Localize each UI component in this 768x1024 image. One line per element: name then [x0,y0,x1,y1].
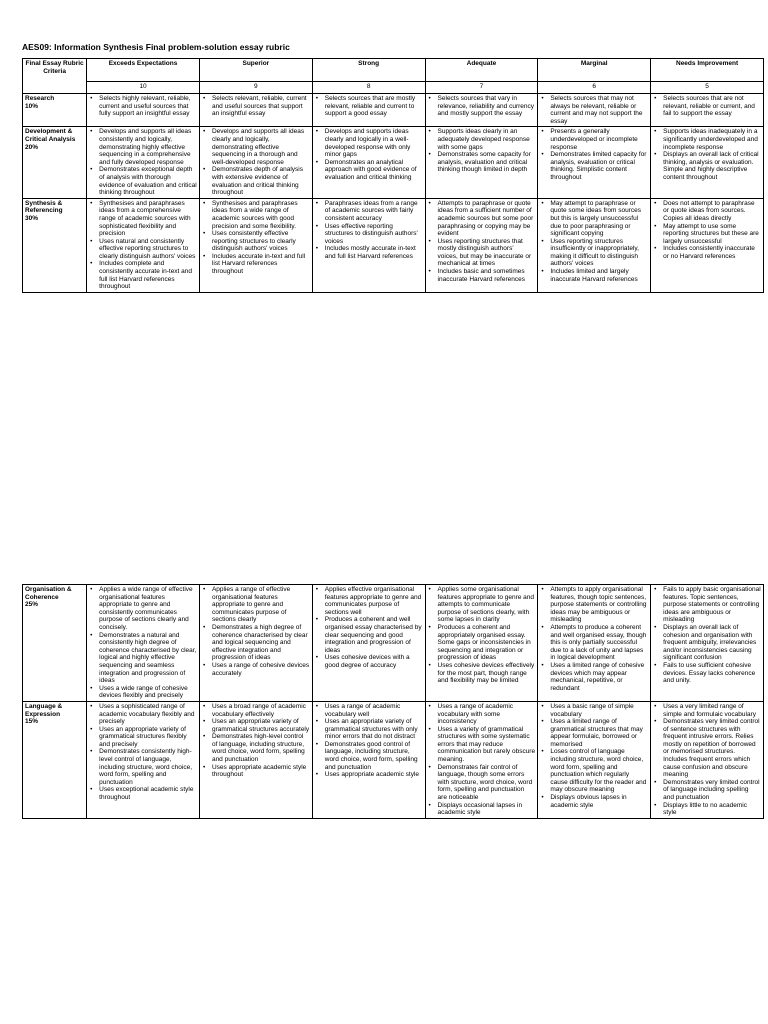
descriptor-item: • Displays occasional lapses in academic style [438,802,536,817]
descriptor-list [540,128,648,181]
descriptor-list [540,586,648,692]
descriptor-list [428,703,536,817]
criterion-weight: 20% [25,143,39,151]
descriptor-item: • Demonstrates very limited control of sentence structures with frequent intrusive errors. Relies mostly on repetition of borrowed or memorised structures. Includes frequent errors which cause confusion and obscure meaning [663,718,761,779]
criterion-weight: 10% [25,102,39,110]
descriptor-item: • Loses control of language including structure, word choice, word form, spelling and punctuation which regularly cause difficulty for the reader and may obscure meaning [550,748,648,794]
descriptor-cell [651,198,764,292]
descriptor-item: • Uses a range of academic vocabulary well [325,703,423,718]
rubric-row [23,585,764,702]
header-row [23,59,764,82]
descriptor-item: • Includes consistently inaccurate or no Harvard references [663,245,761,260]
descriptor-item: • Demonstrates an analytical approach with good evidence of evaluation and critical thinking [325,159,423,182]
descriptor-list [202,703,310,779]
descriptor-item: • Applies some organisational features appropriate to genre and attempts to communicate purpose of sections clearly, with some lapses in clarity [438,586,536,624]
descriptor-item: • Uses reporting structures that mostly distinguish authors' voices, but may be inaccurate or mechanical at times [438,238,536,268]
descriptor-item: • Uses a variety of grammatical structures with some systematic errors that may reduce communication but rarely obscure meaning. [438,726,536,764]
criterion-name: Organisation & Coherence [25,586,72,601]
score-cell: 9 [199,82,312,94]
descriptor-item: • Develops and supports all ideas clearly and logically, demonstrating effective sequencing in a thorough and well-developed response [212,128,310,166]
descriptor-cell [651,585,764,702]
score-cell: 7 [425,82,538,94]
descriptor-list [653,128,761,181]
descriptor-cell [87,701,200,818]
descriptor-item: • Includes accurate in-text and full list Harvard references throughout [212,253,310,276]
descriptor-item: • Does not attempt to paraphrase or quote ideas from sources. Copies all ideas directly [663,200,761,223]
descriptor-item: • Selects sources that are mostly relevant, reliable and current to support a good essay [325,95,423,118]
descriptor-cell [651,94,764,127]
descriptor-list [540,200,648,284]
descriptor-cell [425,701,538,818]
descriptor-item: • Synthesises and paraphrases ideas from a wide range of academic sources with good precision and some flexibility. [212,200,310,230]
descriptor-item: • Synthesises and paraphrases ideas from a comprehensive range of academic sources with sophisticated flexibility and precision [99,200,197,238]
descriptor-cell [425,94,538,127]
rubric-row [23,198,764,292]
header-adequate: Adequate [425,59,538,82]
header-exceeds: Exceeds Expectations [87,59,200,82]
criterion-name: Development & Critical Analysis [25,128,76,143]
descriptor-cell [87,94,200,127]
descriptor-item: • Attempts to apply organisational features, though topic sentences, purpose statements or controlling ideas may be ambiguous or misleading [550,586,648,624]
descriptor-item: • Develops and supports all ideas consistently and logically, demonstrating highly effective sequencing in a comprehensive and fully developed response [99,128,197,166]
descriptor-cell [651,127,764,198]
descriptor-item: • Uses exceptional academic style throughout [99,786,197,801]
descriptor-item: • Uses a wide range of cohesive devices flexibly and precisely [99,685,197,700]
descriptor-item: • Selects sources that may not always be relevant, reliable or current and may not support the essay [550,95,648,125]
criterion-cell [23,127,87,198]
descriptor-item: • Demonstrates limited capacity for analysis, evaluation or critical thinking. Simplistic content throughout [550,151,648,181]
descriptor-item: • Demonstrates depth of analysis with extensive evidence of evaluation and critical thinking throughout [212,166,310,196]
descriptor-list [315,95,423,118]
descriptor-item: • Uses effective reporting structures to distinguish authors' voices [325,223,423,246]
descriptor-cell [87,585,200,702]
descriptor-item: • Uses an appropriate variety of grammatical structures with only minor errors that do not distract [325,718,423,741]
descriptor-item: • Uses a limited range of grammatical structures that may appear formulaic, borrowed or memorised [550,718,648,748]
criterion-name: Research [25,95,55,102]
descriptor-item: • Selects highly relevant, reliable, current and useful sources that fully support an insightful essay [99,95,197,118]
descriptor-list [653,703,761,817]
descriptor-item: • Uses a basic range of simple vocabulary [550,703,648,718]
descriptor-list [315,200,423,261]
descriptor-item: • Demonstrates good control of language, including structure, word choice, word form, spelling and punctuation [325,741,423,771]
descriptor-item: • Produces a coherent and well organised essay characterised by clear sequencing and good integration and progression of ideas [325,616,423,654]
header-criteria: Final Essay Rubric Criteria [23,59,87,94]
descriptor-item: • Uses a limited range of cohesive devices which may appear mechanical, repetitive, or redundant [550,662,648,692]
descriptor-list [202,95,310,118]
descriptor-cell [312,585,425,702]
descriptor-item: • Includes complete and consistently accurate in-text and full list Harvard references throughout [99,260,197,290]
descriptor-item: • Demonstrates a natural and consistently high degree of coherence characterised by clear, logical and highly effective sequencing and seamless integration and progression of ideas [99,632,197,685]
descriptor-list [315,586,423,670]
descriptor-item: • Uses a very limited range of simple and formulaic vocabulary [663,703,761,718]
descriptor-item: • Fails to apply basic organisational features. Topic sentences, purpose statements or controlling ideas are ambiguous or misleading [663,586,761,624]
criterion-weight: 25% [25,601,39,609]
descriptor-item: • Applies a range of effective organisational features appropriate to genre and communicates purpose of sections clearly [212,586,310,624]
descriptor-list [540,95,648,125]
rubric-title: AES09: Information Synthesis Final problem-solution essay rubric [22,42,290,52]
descriptor-item: • Develops and supports ideas clearly and logically in a well-developed response with only minor gaps [325,128,423,158]
rubric-body-page-1 [23,94,764,293]
descriptor-list [653,200,761,261]
descriptor-item: • Uses cohesive devices with a good degree of accuracy [325,654,423,669]
criterion-cell [23,585,87,702]
descriptor-item: • Uses cohesive devices effectively for the most part, though range and flexibility may be limited [438,662,536,685]
criterion-name: Synthesis & Referencing [25,199,63,215]
criterion-weight: 15% [25,718,39,726]
descriptor-list [89,128,197,196]
descriptor-list [89,586,197,700]
descriptor-item: • Fails to use sufficient cohesive devices. Essay lacks coherence and unity. [663,662,761,685]
descriptor-item: • Attempts to paraphrase or quote ideas from a sufficient number of academic sources but some poor paraphrasing or copying may be evident [438,200,536,238]
descriptor-list [315,128,423,181]
descriptor-item: • Applies effective organisational features appropriate to genre and communicates purpose of sections well [325,586,423,616]
descriptor-item: • Selects relevant, reliable, current and useful sources that support an insightful essay [212,95,310,118]
descriptor-cell [538,127,651,198]
descriptor-cell [199,701,312,818]
descriptor-list [428,586,536,685]
descriptor-item: • Displays an overall lack of critical thinking, analysis or evaluation. Simple and highly descriptive content throughout [663,151,761,181]
header-marginal: Marginal [538,59,651,82]
descriptor-cell [199,198,312,292]
descriptor-cell [538,701,651,818]
descriptor-item: • Demonstrates exceptional depth of analysis with thorough evidence of evaluation and critical thinking throughout [99,166,197,196]
score-cell: 8 [312,82,425,94]
descriptor-item: • Uses natural and consistently effective reporting structures to clearly distinguish authors' voices [99,238,197,261]
criterion-cell [23,94,87,127]
rubric-row [23,701,764,818]
descriptor-list [428,200,536,284]
criterion-weight: 30% [25,214,39,222]
rubric-table-page-1 [22,58,764,293]
descriptor-list [315,703,423,779]
descriptor-cell [312,198,425,292]
descriptor-item: • Includes mostly accurate in-text and full list Harvard references [325,245,423,260]
descriptor-list [89,703,197,802]
descriptor-cell [425,585,538,702]
criterion-cell [23,198,87,292]
score-cell: 6 [538,82,651,94]
descriptor-item: • Uses appropriate academic style throughout [212,764,310,779]
descriptor-item: • Includes limited and largely inaccurate Harvard references [550,268,648,283]
score-cell: 5 [651,82,764,94]
descriptor-cell [538,198,651,292]
descriptor-list [89,200,197,291]
descriptor-list [202,586,310,677]
descriptor-item: • Uses a broad range of academic vocabulary effectively [212,703,310,718]
descriptor-cell [538,94,651,127]
descriptor-list [540,703,648,809]
descriptor-item: • Demonstrates very limited control of language including spelling and punctuation [663,779,761,802]
descriptor-list [202,200,310,276]
descriptor-item: • Uses reporting structures insufficiently or inappropriately, making it difficult to distinguish authors' voices [550,238,648,268]
descriptor-cell [199,585,312,702]
descriptor-item: • Demonstrates high-level control of language, including structure, word choice, word form, spelling and punctuation [212,733,310,763]
descriptor-item: • Displays an overall lack of cohesion and organisation with frequent ambiguity, irrelevancies and/or inconsistencies causing significant confusion [663,624,761,662]
header-strong: Strong [312,59,425,82]
descriptor-cell [312,94,425,127]
descriptor-item: • Produces a coherent and appropriately organised essay. Some gaps or inconsistencies in sequencing and integration or progression of ideas [438,624,536,662]
descriptor-item: • May attempt to paraphrase or quote some ideas from sources but this is largely unsuccessful due to poor paraphrasing or significant copying [550,200,648,238]
descriptor-list [202,128,310,196]
descriptor-item: • Uses a sophisticated range of academic vocabulary flexibly and precisely [99,703,197,726]
descriptor-item: • Demonstrates some capacity for analysis, evaluation and critical thinking though limited in depth [438,151,536,174]
score-row [23,82,764,94]
descriptor-item: • Presents a generally underdeveloped or incomplete response [550,128,648,151]
descriptor-item: • Uses an appropriate variety of grammatical structures accurately [212,718,310,733]
descriptor-item: • Applies a wide range of effective organisational features appropriate to genre and consistently communicates purpose of sections clearly and concisely. [99,586,197,632]
descriptor-list [653,95,761,118]
descriptor-item: • Demonstrates fair control of language, though some errors with structure, word choice, word form, spelling and punctuation are noticeable [438,764,536,802]
descriptor-cell [87,198,200,292]
descriptor-cell [651,701,764,818]
descriptor-list [428,95,536,118]
descriptor-item: • May attempt to use some reporting structures but these are largely unsuccessful [663,223,761,246]
descriptor-item: • Uses consistently effective reporting structures to clearly distinguish authors' voices [212,230,310,253]
descriptor-cell [312,127,425,198]
descriptor-item: • Paraphrases ideas from a range of academic sources with fairly consistent accuracy [325,200,423,223]
descriptor-cell [538,585,651,702]
descriptor-item: • Displays obvious lapses in academic style [550,794,648,809]
descriptor-item: • Demonstrates consistently high-level control of language, including structure, word choice, word form, spelling and punctuation [99,748,197,786]
rubric-body-page-2 [23,585,764,819]
descriptor-list [428,128,536,174]
descriptor-item: • Demonstrates a high degree of coherence characterised by clear and logical sequencing and effective integration and progression of ideas [212,624,310,662]
descriptor-cell [199,94,312,127]
descriptor-list [653,586,761,685]
descriptor-item: • Supports ideas clearly in an adequately developed response with some gaps [438,128,536,151]
header-needs-improvement: Needs Improvement [651,59,764,82]
descriptor-item: • Uses a range of academic vocabulary with some inconsistency [438,703,536,726]
descriptor-cell [425,198,538,292]
descriptor-item: • Selects sources that vary in relevance, reliability and currency and mostly support the essay [438,95,536,118]
descriptor-cell [199,127,312,198]
descriptor-item: • Attempts to produce a coherent and well organised essay, though this is only partially successful due to a lack of unity and lapses in logical development [550,624,648,662]
descriptor-item: • Selects sources that are not relevant, reliable or current, and fail to support the essay [663,95,761,118]
descriptor-cell [425,127,538,198]
rubric-row [23,127,764,198]
criterion-cell [23,701,87,818]
descriptor-cell [312,701,425,818]
descriptor-item: • Displays little to no academic style [663,802,761,817]
header-superior: Superior [199,59,312,82]
descriptor-cell [87,127,200,198]
descriptor-item: • Includes basic and sometimes inaccurate Harvard references [438,268,536,283]
descriptor-list [89,95,197,118]
rubric-table-page-2 [22,584,764,819]
rubric-row [23,94,764,127]
score-cell: 10 [87,82,200,94]
descriptor-item: • Uses a range of cohesive devices accurately [212,662,310,677]
descriptor-item: • Uses appropriate academic style [325,771,423,779]
descriptor-item: • Supports ideas inadequately in a significantly underdeveloped and incomplete response [663,128,761,151]
criterion-name: Language & Expression [25,702,63,718]
descriptor-item: • Uses an appropriate variety of grammatical structures flexibly and precisely [99,726,197,749]
